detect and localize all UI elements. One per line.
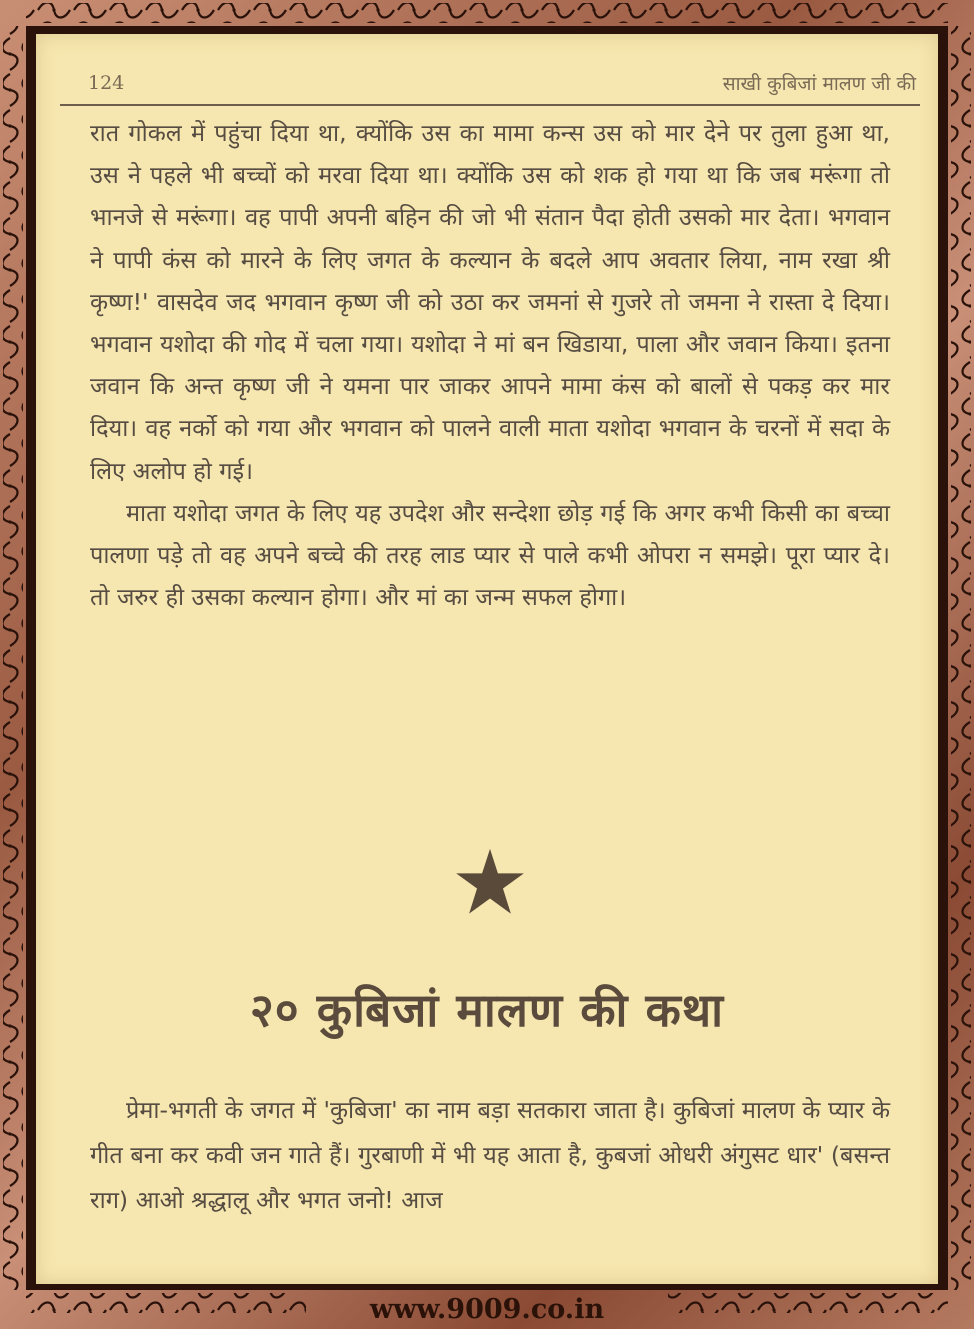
running-header [60, 70, 916, 100]
chapter-text [90, 1088, 890, 1223]
header-rule [60, 104, 920, 106]
website-link[interactable]: www.9009.co.in [369, 1294, 605, 1325]
section-text [90, 112, 890, 618]
paragraph: माता यशोदा जगत के लिए यह उपदेश और सन्देशा छोड़ गई कि अगर कभी किसी का बच्चा पालणा पड़े तो वह अपने बच्चे की तरह लाड प्यार से पाले कभी ओपरा न समझे। पूरा प्यार दे। तो जरुर ही उसका कल्यान होगा। और मां का जन्म सफल होगा। [90, 498, 890, 612]
book-page [36, 34, 938, 1284]
paragraph: प्रेमा-भगती के जगत में 'कुबिजा' का नाम बड़ा सतकारा जाता है। कुबिजां मालण के प्यार के गीत बना कर कवी जन गाते हैं। गुरबाणी में भी यह आता है, कुबजां ओधरी अंगुसट धार' (बसन्त राग) आओ श्रद्धालू और भगत जनो! आज [90, 1096, 890, 1214]
page-number: 124 [88, 72, 125, 94]
chapter-title: २० कुबिजां मालण की कथा [249, 983, 725, 1037]
paragraph: रात गोकल में पहुंचा दिया था, क्योंकि उस का मामा कन्स उस को मार देने पर तुला हुआ था, उस ने पहले भी बच्चों को मरवा दिया था। क्योंकि उस को शक हो गया था कि जब मरूंगा तो भानजे से मरूंगा। वह पापी अपनी बहिन की जो भी संतान पैदा होती उसको मार देता। भगवान ने पापी कंस को मारने के लिए जगत के कल्यान के बदले आप अवतार लिया, नाम रखा श्री कृष्ण!' वासदेव जद भगवान कृष्ण जी को उठा कर जमनां से गुजरे तो जमना ने रास्ता दे दिया। भगवान यशोदा की गोद में चला गया। यशोदा ने मां बन खिडाया, पाला और जवान किया। इतना जवान कि अन्त कृष्ण जी ने यमना पार जाकर आपने मामा कंस को बालों से पकड़ कर मार दिया। वह नर्को को गया और भगवान को पालने वाली माता यशोदा भगवान के चरनों में सदा के लिए अलोप हो गई। [90, 119, 890, 485]
running-title: साखी कुबिजां मालण जी की [722, 73, 916, 95]
star-icon [454, 846, 526, 918]
